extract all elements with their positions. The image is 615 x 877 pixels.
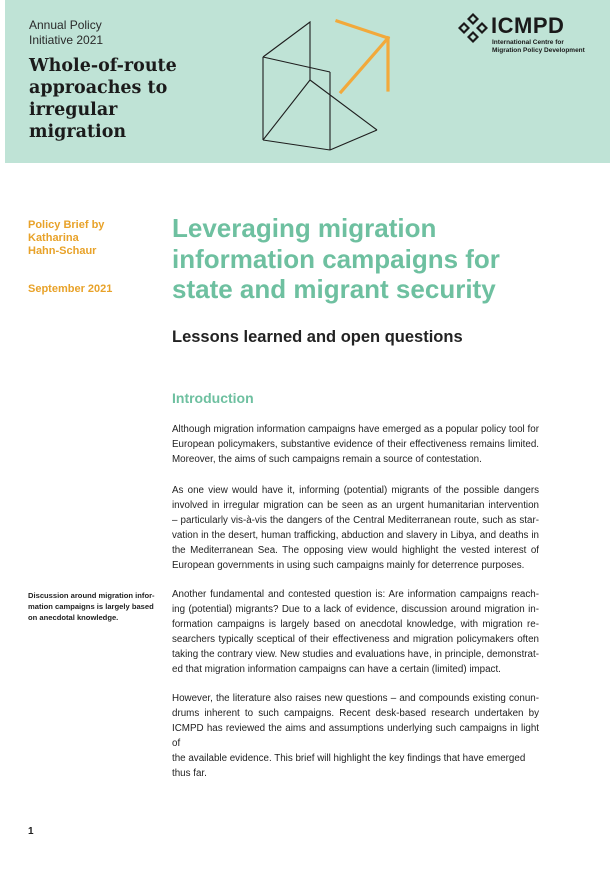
icmpd-logo-mark-icon [457,12,489,44]
paragraph-4 [172,691,539,781]
paragraph-line: European policymakers, substantive evidence of their effectiveness remains limited. [172,439,539,450]
paragraph-line: involved in irregular migration can be seen as an urgent humanitarian intervention [172,500,539,511]
margin-pull-quote [28,590,168,623]
cube-arrow-illustration [245,12,395,157]
logo-subtitle [492,39,585,55]
paragraph-line: Moreover, the aims of such campaigns remain a source of contestation. [172,454,482,465]
brief-title [172,213,572,305]
publication-date: September 2021 [28,283,113,295]
brief-subtitle: Lessons learned and open questions [172,328,463,346]
margin-note-line: on anecdotal knowledge. [28,613,119,622]
logo-subtitle-line: Migration Policy Development [492,47,585,54]
author-byline [28,219,158,258]
initiative-title-line: irregular [29,100,118,120]
paragraph-line: thus far. [172,768,207,779]
paragraph-line: ed that migration information campaigns can have a certain (limited) impact. [172,664,501,675]
paragraph-3 [172,587,539,677]
paragraph-line: ICMPD has reviewed the aims and assumptions underlying such campaigns in light of [172,723,539,749]
paragraph-line: However, the literature also raises new questions – and compounds existing conun- [172,693,539,704]
paragraph-line: taking the contrary view. New studies and evaluations have, in principle, demonstrat- [172,649,539,660]
paragraph-line: formation campaigns is largely based on anecdotal knowledge, with migration re- [172,619,539,630]
paragraph-line: Another fundamental and contested question is: Are information campaigns reach- [172,589,539,600]
paragraph-line: the Mediterranean Sea. The opposing view would highlight the vested interest of [172,545,539,556]
margin-note-line: Discussion around migration infor- [28,591,155,600]
series-label [29,18,103,48]
initiative-title [29,55,219,143]
paragraph-line: the available evidence. This brief will highlight the key findings that have emerged [172,753,526,764]
paragraph-2 [172,483,539,573]
paragraph-line: searchers typically sceptical of their effectiveness and migration policymakers often [172,634,539,645]
byline-line: Policy Brief by [28,219,105,231]
paragraph-line: Although migration information campaigns have emerged as a popular policy tool for [172,424,539,435]
paragraph-line: ing (potential) migrants? Due to a lack of evidence, discussion around migration in- [172,604,539,615]
initiative-title-line: approaches to [29,78,168,98]
paragraph-line: drums inherent to such campaigns. Recent desk-based research undertaken by [172,708,539,719]
paragraph-1 [172,422,539,467]
icmpd-logo [457,12,607,62]
page-number: 1 [28,826,34,837]
paragraph-line: European governments in using such campaigns mainly for deterrence purposes. [172,560,525,571]
initiative-title-line: Whole-of-route [29,56,177,76]
paragraph-line: – particularly vis-à-vis the dangers of the Central Mediterranean route, such as star- [172,515,539,526]
cover-header [5,0,610,163]
brief-title-line: Leveraging migration [172,213,437,243]
logo-subtitle-line: International Centre for [492,39,564,46]
initiative-title-line: migration [29,122,127,142]
brief-title-line: state and migrant security [172,274,496,304]
paragraph-line: As one view would have it, informing (potential) migrants of the possible dangers [172,485,539,496]
byline-line: Katharina [28,232,79,244]
series-line: Initiative 2021 [29,33,104,47]
section-heading-introduction: Introduction [172,390,254,406]
paragraph-line: vation in the desert, human trafficking, abduction and slavery in Libya, and deaths in [172,530,539,541]
margin-note-line: mation campaigns is largely based [28,602,154,611]
brief-title-line: information campaigns for [172,243,500,274]
series-line: Annual Policy [29,18,102,32]
byline-line: Hahn-Schaur [28,245,97,257]
logo-name: ICMPD [491,13,565,38]
